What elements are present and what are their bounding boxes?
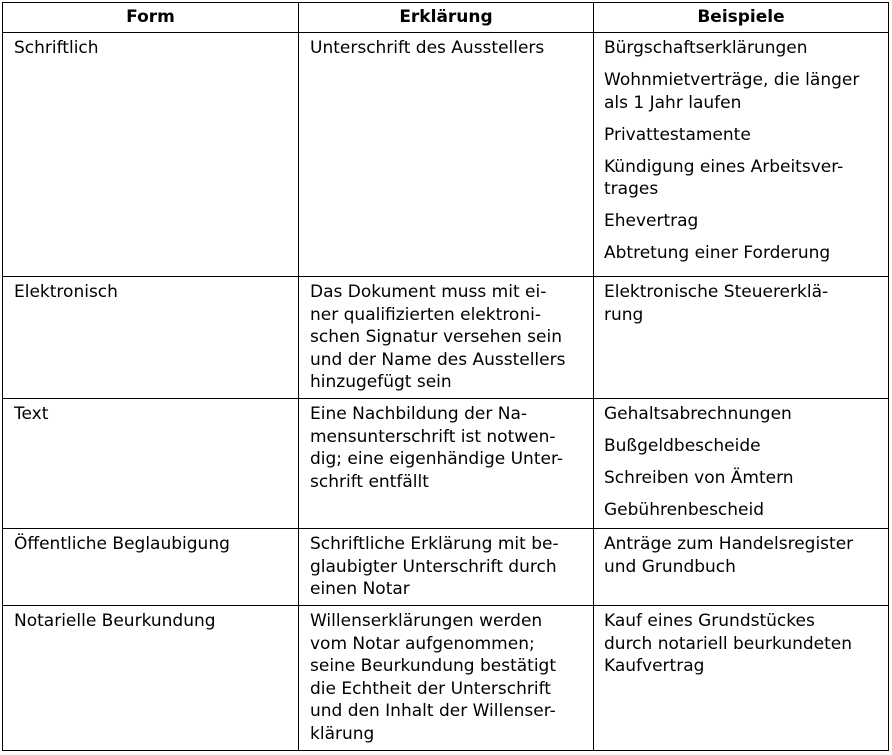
table-row	[3, 399, 889, 529]
example-line: durch notariell beurkundeten	[604, 633, 853, 654]
header-row	[3, 3, 889, 33]
erklaerung-line: Eine Nachbildung der Na-	[310, 404, 528, 424]
example-item	[604, 281, 878, 326]
example-item	[604, 156, 878, 201]
form-label: Notarielle Beurkundung	[14, 611, 216, 631]
example-line: Schreiben von Ämtern	[604, 468, 794, 488]
table-row	[3, 606, 889, 751]
form-label: Elektronisch	[14, 282, 118, 302]
erklaerung-line: schrift entfällt	[310, 471, 429, 492]
example-line: als 1 Jahr laufen	[604, 92, 742, 113]
erklaerung-line: Unterschrift des Ausstellers	[310, 38, 545, 58]
form-cell	[3, 33, 299, 277]
example-line: Kauf eines Grundstückes	[604, 611, 815, 631]
example-item	[604, 403, 878, 426]
form-cell	[3, 399, 299, 529]
erklaerung-line: Willenserklärungen werden	[310, 611, 543, 631]
erklaerung-line: vom Notar aufgenommen;	[310, 633, 535, 654]
example-item	[604, 69, 878, 114]
beispiele-cell	[594, 606, 889, 751]
erklaerung-line: und den Inhalt der Willenser-	[310, 701, 556, 721]
form-label: Text	[14, 404, 49, 424]
erklaerung-line: Schriftliche Erklärung mit be-	[310, 534, 559, 554]
erklaerung-line: seine Beurkundung bestätigt	[310, 656, 557, 676]
example-item	[604, 37, 878, 60]
forms-table	[2, 2, 889, 751]
erklaerung-cell	[299, 399, 594, 529]
example-line: Ehevertrag	[604, 211, 699, 231]
erklaerung-line: schen Signatur versehen sein	[310, 327, 562, 347]
erklaerung-line: glaubigter Unterschrift durch	[310, 556, 557, 577]
example-line: Elektronische Steuererklä-	[604, 282, 829, 302]
example-item	[604, 533, 878, 578]
header-form: Form	[3, 3, 299, 33]
erklaerung-line: klärung	[310, 723, 375, 744]
example-line: Gebührenbescheid	[604, 500, 765, 520]
example-item	[604, 210, 878, 233]
form-cell	[3, 529, 299, 606]
erklaerung-cell	[299, 277, 594, 399]
erklaerung-line: mensunterschrift ist notwen-	[310, 426, 556, 447]
example-line: rung	[604, 304, 644, 325]
erklaerung-cell	[299, 606, 594, 751]
beispiele-cell	[594, 33, 889, 277]
table-row	[3, 33, 889, 277]
form-label: Schriftlich	[14, 38, 99, 58]
erklaerung-line: die Echtheit der Unterschrift	[310, 678, 551, 699]
example-line: Bürgschaftserklärungen	[604, 38, 808, 58]
example-line: Privattestamente	[604, 124, 751, 145]
erklaerung-line: dig; eine eigenhändige Unter-	[310, 449, 563, 469]
erklaerung-line: und der Name des Ausstellers	[310, 349, 566, 370]
example-line: Kündigung eines Arbeitsver-	[604, 156, 844, 177]
example-item	[604, 610, 878, 678]
erklaerung-line: Das Dokument muss mit ei-	[310, 282, 547, 302]
erklaerung-line: einen Notar	[310, 579, 410, 599]
form-label: Öffentliche Beglaubigung	[14, 534, 230, 554]
header-erklaerung: Erklärung	[299, 3, 594, 33]
example-line: Anträge zum Handelsregister	[604, 534, 854, 554]
beispiele-cell	[594, 277, 889, 399]
example-item	[604, 435, 878, 458]
header-beispiele: Beispiele	[594, 3, 889, 33]
example-item	[604, 242, 878, 265]
example-item	[604, 124, 878, 147]
table-row	[3, 529, 889, 606]
erklaerung-cell	[299, 529, 594, 606]
example-item	[604, 499, 878, 522]
erklaerung-line: ner qualifizierten elektroni-	[310, 304, 541, 325]
erklaerung-cell	[299, 33, 594, 277]
example-line: Abtretung einer Forderung	[604, 243, 831, 263]
example-item	[604, 467, 878, 490]
beispiele-cell	[594, 399, 889, 529]
example-line: trages	[604, 179, 659, 199]
table-row	[3, 277, 889, 399]
example-line: Wohnmietverträge, die länger	[604, 70, 860, 90]
example-line: Kaufvertrag	[604, 656, 705, 676]
example-line: Bußgeldbescheide	[604, 436, 761, 456]
example-line: Gehaltsabrechnungen	[604, 404, 792, 424]
erklaerung-line: hinzugefügt sein	[310, 372, 452, 392]
form-cell	[3, 606, 299, 751]
form-cell	[3, 277, 299, 399]
beispiele-cell	[594, 529, 889, 606]
example-line: und Grundbuch	[604, 556, 736, 577]
